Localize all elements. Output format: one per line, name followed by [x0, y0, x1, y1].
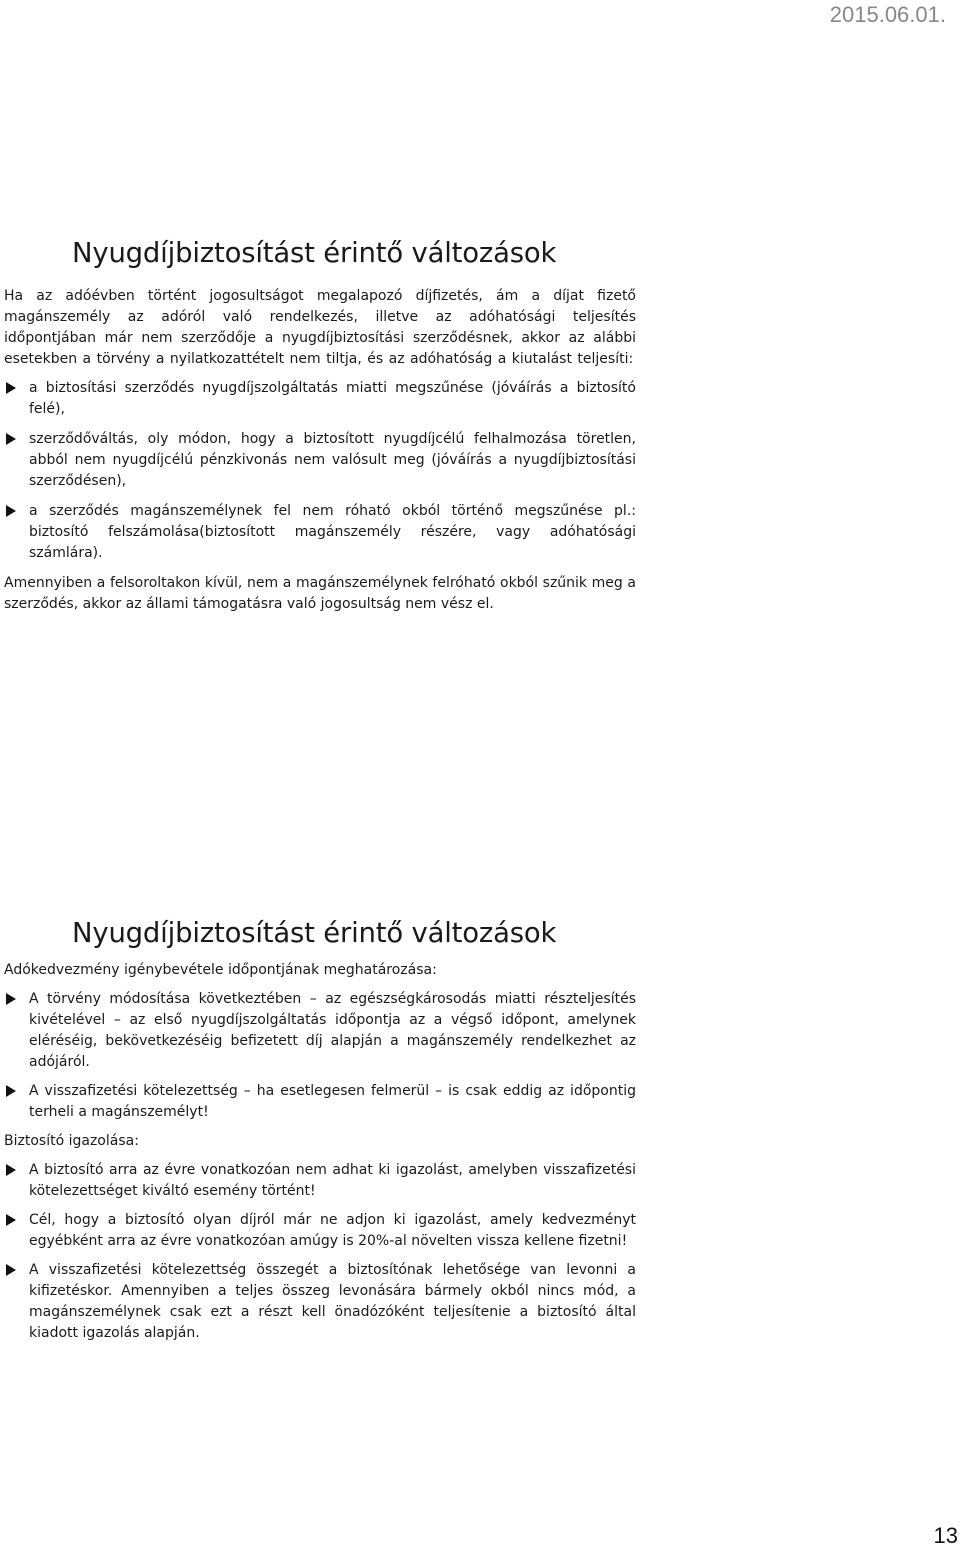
- list-item-text: A visszafizetési kötelezettség – ha esetlegesen felmerül – is csak eddig az időpontig terheli a magánszemélyt!: [29, 1083, 636, 1120]
- slide-1-bullet-list: [4, 378, 636, 564]
- list-item-text: a biztosítási szerződés nyugdíjszolgáltatás miatti megszűnése (jóváírás a biztosító felé),: [29, 380, 636, 417]
- list-item-text: A biztosító arra az évre vonatkozóan nem adhat ki igazolást, amelyben visszafizetési kötelezettséget kiváltó esemény történt!: [29, 1162, 636, 1199]
- list-item: [4, 989, 636, 1073]
- section-heading: Adókedvezmény igénybevétele időpontjának meghatározása:: [4, 962, 437, 978]
- page-number: 13: [933, 1523, 958, 1548]
- document-date: 2015.06.01.: [829, 2, 946, 27]
- list-item-text: A visszafizetési kötelezettség összegét a biztosítónak lehetősége van levonni a kifizetéskor. Amennyiben a teljes összeg levonására bármely okból nincs mód, a magánszemélynek csak ezt a részt kell önadózóként teljesítenie a biztosító által kiadott igazolás alapján.: [29, 1262, 636, 1341]
- triangle-bullet-icon: [6, 1164, 16, 1176]
- list-item-text: a szerződés magánszemélynek fel nem róható okból történő megszűnése pl.: biztosító felszámolása(biztosított magánszemély részére, vagy adóhatósági számlára).: [29, 503, 636, 561]
- slide-1: [4, 232, 636, 615]
- list-item: [4, 429, 636, 492]
- triangle-bullet-icon: [6, 382, 16, 394]
- slide-1-closing: Amennyiben a felsoroltakon kívül, nem a magánszemélynek felróható okból szűnik meg a szerződés, akkor az állami támogatásra való jogosultság nem vész el.: [4, 575, 636, 612]
- slide-1-title: Nyugdíjbiztosítást érintő változások: [72, 237, 557, 269]
- slide-2-title: Nyugdíjbiztosítást érintő változások: [72, 917, 557, 949]
- section-heading: Biztosító igazolása:: [4, 1133, 139, 1149]
- slide-2: [4, 912, 636, 1352]
- slide-1-intro: Ha az adóévben történt jogosultságot megalapozó díjfizetés, ám a díjat fizető magánszemély az adóról való rendelkezés, illetve az adóhatósági teljesítés időpontjában már nem szerződője a nyugdíjbiztosítási szerződésnek, akkor az alábbi esetekben a törvény a nyilatkozattételt nem tiltja, és az adóhatóság a kiutalást teljesíti:: [4, 288, 636, 367]
- triangle-bullet-icon: [6, 1264, 16, 1276]
- list-item: [4, 501, 636, 564]
- section-1-bullet-list: [4, 989, 636, 1123]
- list-item-text: Cél, hogy a biztosító olyan díjról már ne adjon ki igazolást, amely kedvezményt egyébként arra az évre vonatkozóan amúgy is 20%-al növelten vissza kellene fizetni!: [29, 1212, 636, 1249]
- list-item: [4, 378, 636, 420]
- section-2-bullet-list: [4, 1160, 636, 1344]
- list-item-text: szerződőváltás, oly módon, hogy a biztosított nyugdíjcélú felhalmozása töretlen, abból nem nyugdíjcélú pénzkivonás nem valósult meg (jóváírás a nyugdíjbiztosítási szerződésen),: [29, 431, 636, 489]
- list-item: [4, 1260, 636, 1344]
- list-item-text: A törvény módosítása következtében – az egészségkárosodás miatti részteljesítés kivételével – az első nyugdíjszolgáltatás időpontja az a végső időpont, amelynek eléréséig, bekövetkezéséig befizetett díj alapján a magánszemély rendelkezhet az adójáról.: [29, 991, 636, 1070]
- triangle-bullet-icon: [6, 1214, 16, 1226]
- triangle-bullet-icon: [6, 993, 16, 1005]
- triangle-bullet-icon: [6, 1085, 16, 1097]
- triangle-bullet-icon: [6, 433, 16, 445]
- list-item: [4, 1081, 636, 1123]
- list-item: [4, 1160, 636, 1202]
- triangle-bullet-icon: [6, 505, 16, 517]
- list-item: [4, 1210, 636, 1252]
